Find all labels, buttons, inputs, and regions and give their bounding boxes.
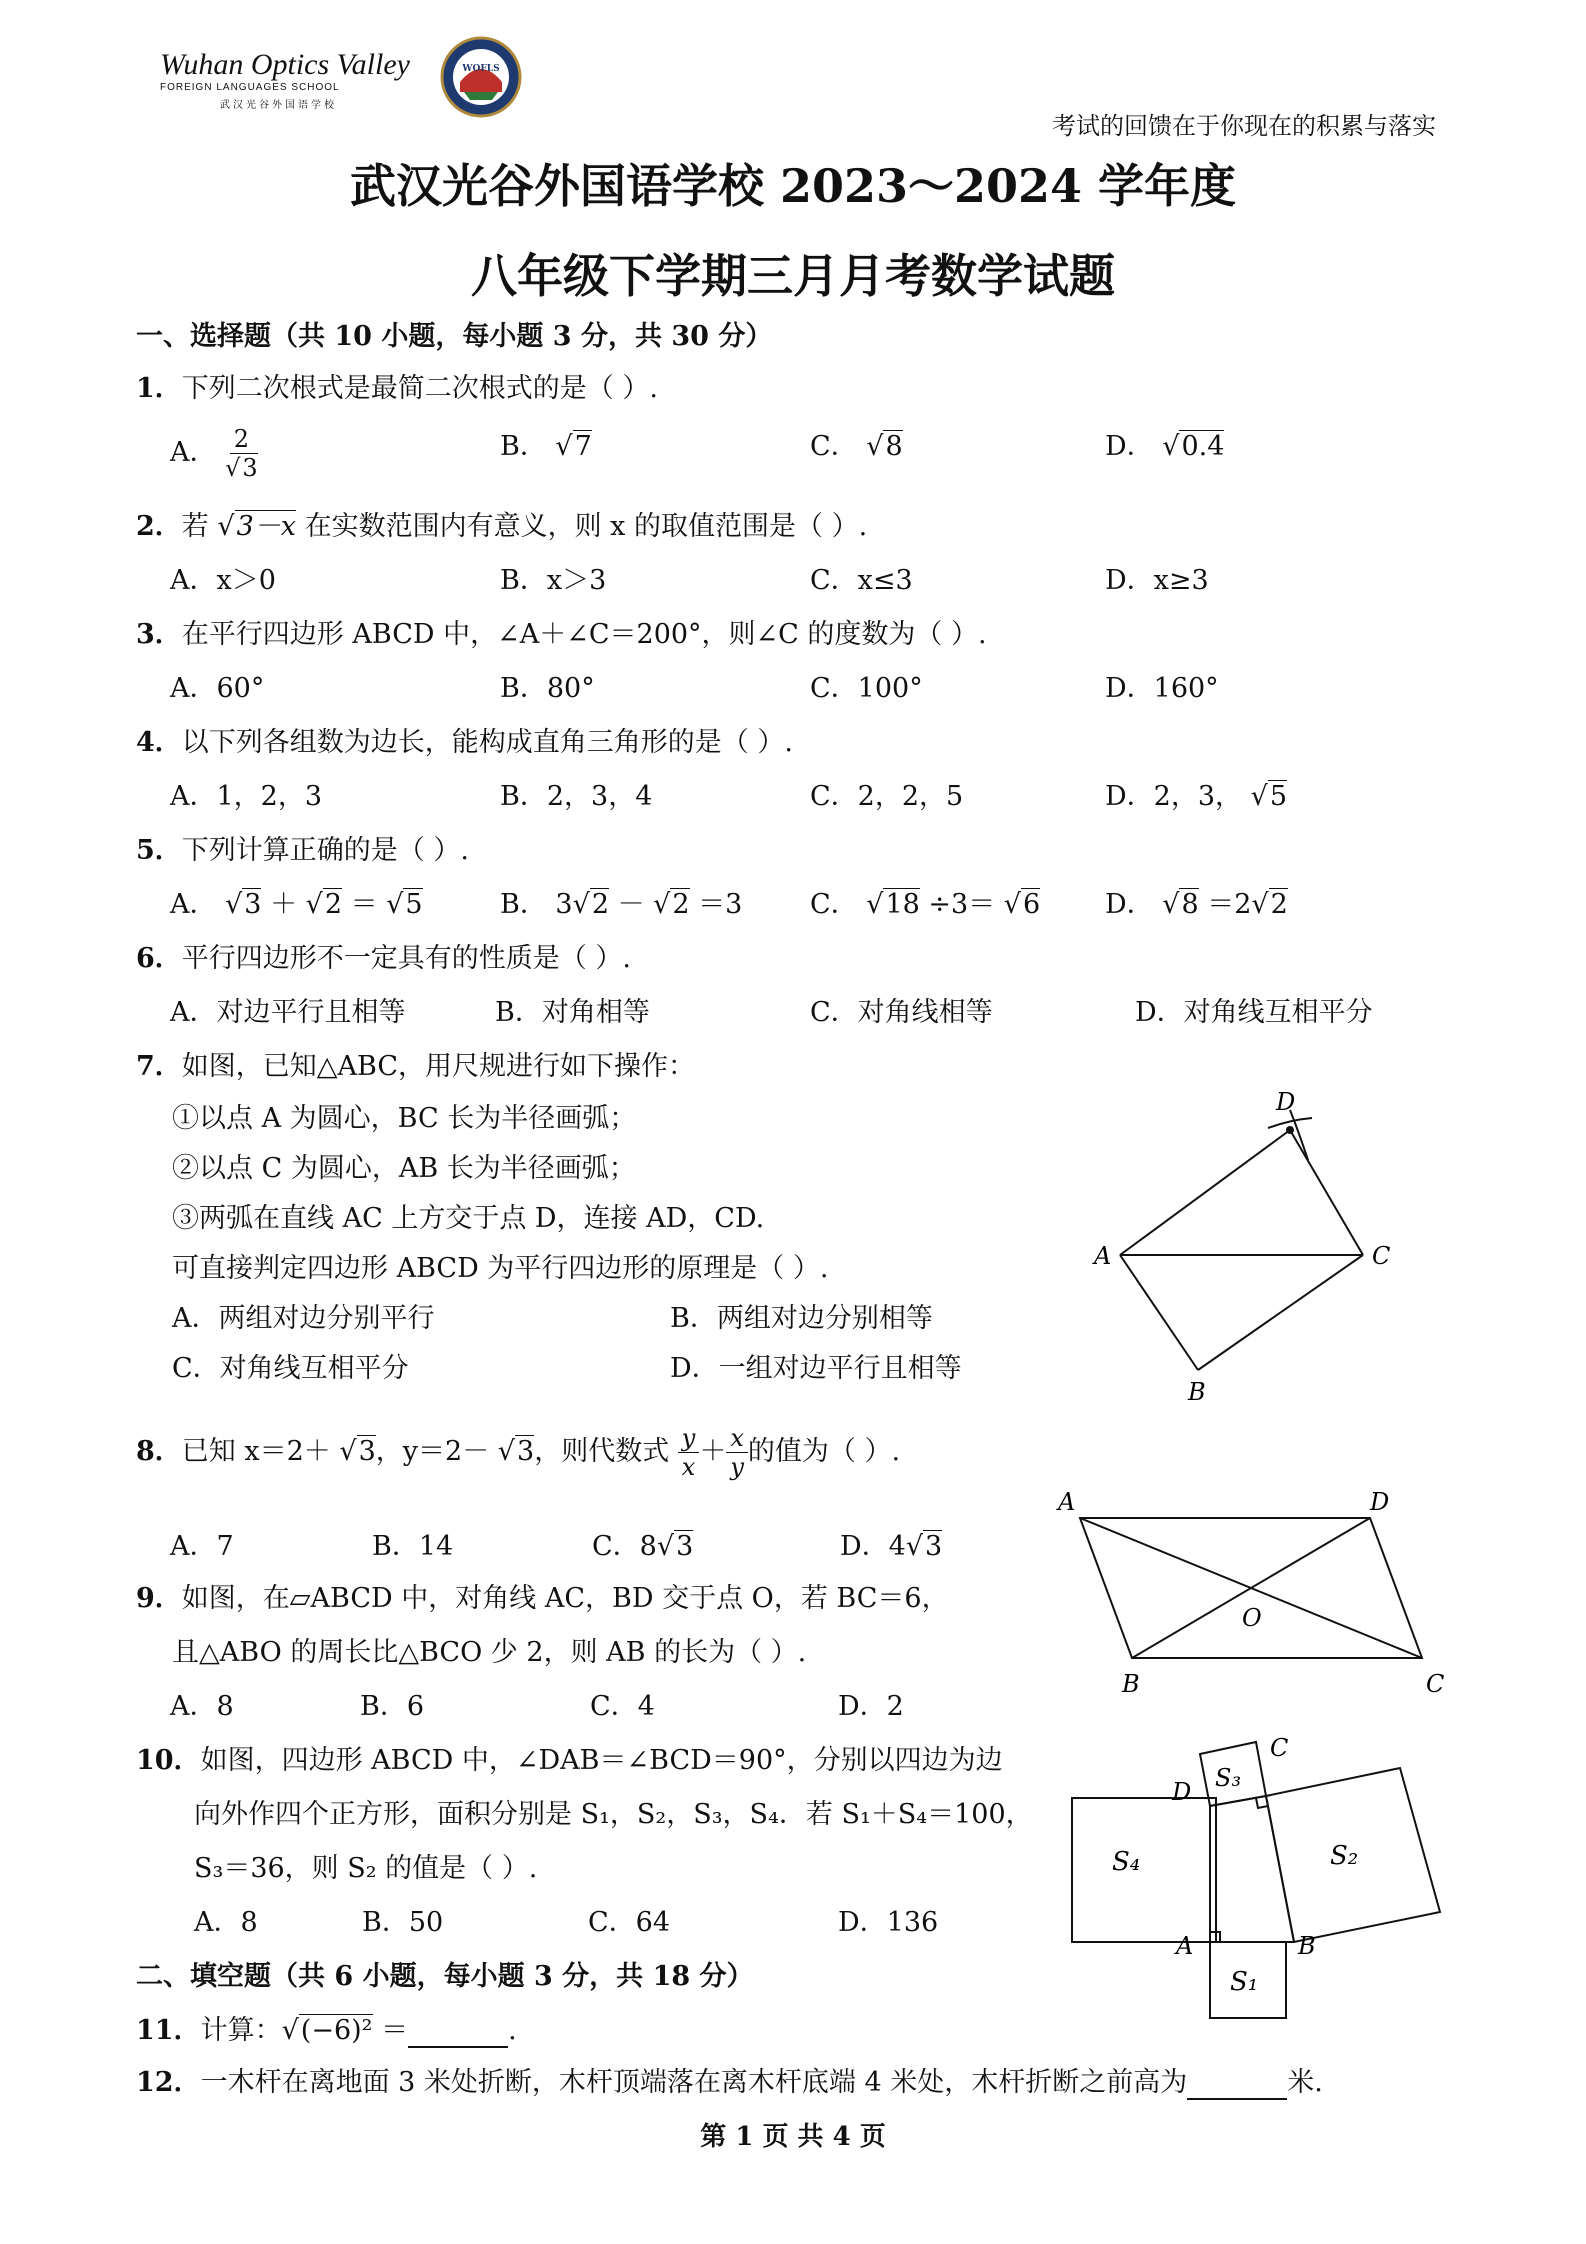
svg-text:A: A <box>1176 1932 1194 1960</box>
svg-text:S₄: S₄ <box>1112 1847 1141 1877</box>
option-1c: C． √8 <box>810 431 903 462</box>
question-3: 3．在平行四边形 ABCD 中，∠A＋∠C＝200°，则∠C 的度数为（ ）. <box>136 619 987 650</box>
question-number: 1． <box>136 373 182 404</box>
option-1b: B． √7 <box>500 431 592 462</box>
school-logo-subtitle-cn: 武汉光谷外国语学校 <box>220 100 337 111</box>
option-2a: A．x＞0 <box>170 565 276 596</box>
step-2: ②以点 C 为圆心，AB 长为半径画弧； <box>172 1153 636 1184</box>
question-2: 2．若 √3－x 在实数范围内有意义，则 x 的取值范围是（ ）. <box>136 511 868 542</box>
section-heading-2: 二、填空题（共 6 小题，每小题 3 分，共 18 分） <box>136 1961 754 1992</box>
exam-subtitle: 八年级下学期三月月考数学试题 <box>471 249 1115 303</box>
option-7b: B．两组对边分别相等 <box>670 1303 933 1334</box>
svg-text:S₂: S₂ <box>1330 1841 1359 1871</box>
question-9-line2: 且△ABO 的周长比△BCO 少 2，则 AB 的长为（ ）. <box>172 1637 807 1668</box>
question-10-line3: S₃＝36，则 S₂ 的值是（ ）. <box>194 1853 538 1884</box>
segment-dc <box>1290 1130 1363 1255</box>
question-1 <box>136 372 658 406</box>
step-1: ①以点 A 为圆心，BC 长为半径画弧； <box>172 1103 637 1134</box>
question-4: 4．以下列各组数为边长，能构成直角三角形的是（ ）. <box>136 727 793 758</box>
side-cb <box>1266 1796 1294 1942</box>
svg-text:C: C <box>1372 1242 1391 1270</box>
segment-bc <box>1198 1255 1363 1370</box>
option-7d: D．一组对边平行且相等 <box>670 1353 962 1384</box>
figure-q7 <box>1080 1090 1410 1410</box>
option-2d: D．x≥3 <box>1105 565 1209 596</box>
figure-q9 <box>1040 1480 1460 1710</box>
option-3b: B．80° <box>500 673 595 704</box>
option-5c: C． √18 ÷3＝ √6 <box>810 889 1041 920</box>
question-11: 11．计算：√(−6)² ＝ . <box>136 2015 517 2046</box>
option-4b: B．2，3，4 <box>500 781 653 812</box>
option-6c: C．对角线相等 <box>810 997 993 1028</box>
question-5: 5．下列计算正确的是（ ）. <box>136 835 469 866</box>
svg-text:B: B <box>1122 1670 1140 1698</box>
svg-text:C: C <box>1426 1670 1445 1698</box>
option-1d: D． √0.4 <box>1105 431 1225 462</box>
fraction: $\frac{2}{√3}$ <box>225 425 258 482</box>
option-9a: A．8 <box>170 1691 234 1722</box>
answer-blank[interactable] <box>408 2022 508 2048</box>
option-3c: C．100° <box>810 673 923 704</box>
answer-blank[interactable] <box>1187 2074 1287 2100</box>
question-10-line2: 向外作四个正方形，面积分别是 S₁，S₂，S₃，S₄．若 S₁＋S₄＝100， <box>194 1799 1033 1830</box>
option-9b: B．6 <box>360 1691 425 1722</box>
svg-text:C: C <box>1270 1734 1289 1762</box>
diagonal-bd <box>1132 1518 1370 1658</box>
option-4a: A．1，2，3 <box>170 781 323 812</box>
square-s4 <box>1072 1798 1216 1942</box>
svg-text:D: D <box>1172 1778 1192 1806</box>
option-7a: A．两组对边分别平行 <box>172 1303 435 1334</box>
question-9: 9．如图，在▱ABCD 中，对角线 AC，BD 交于点 O，若 BC＝6， <box>136 1583 949 1614</box>
page-footer: 第 1 页 共 4 页 <box>700 2122 886 2152</box>
option-9d: D．2 <box>838 1691 904 1722</box>
option-9c: C．4 <box>590 1691 655 1722</box>
question-12: 12．一木杆在离地面 3 米处折断，木杆顶端落在离木杆底端 4 米处，木杆折断之前高为 米. <box>136 2067 1323 2098</box>
option-6b: B．对角相等 <box>495 997 650 1028</box>
option-6d: D．对角线互相平分 <box>1135 997 1373 1028</box>
option-3a: A．60° <box>170 673 265 704</box>
figure-q10 <box>1060 1720 1460 2020</box>
section-heading: 一、选择题（共 10 小题，每小题 3 分，共 30 分） <box>136 321 773 352</box>
svg-text:D: D <box>1276 1090 1296 1116</box>
segment-ad <box>1120 1130 1290 1255</box>
option-8c: C．8√3 <box>592 1531 694 1562</box>
badge-text: WOFLS <box>462 64 500 74</box>
option-3d: D．160° <box>1105 673 1219 704</box>
svg-text:A: A <box>1058 1488 1076 1516</box>
school-logo-name: Wuhan Optics Valley <box>160 48 410 81</box>
svg-text:B: B <box>1298 1932 1316 1960</box>
fraction-x-over-y: $\frac{x}{y}$ <box>726 1424 748 1481</box>
option-8d: D．4√3 <box>840 1531 943 1562</box>
question-6: 6．平行四边形不一定具有的性质是（ ）. <box>136 943 631 974</box>
option-10d: D．136 <box>838 1907 939 1938</box>
option-2c: C．x≤3 <box>810 565 913 596</box>
svg-text:S₁: S₁ <box>1230 1967 1259 1997</box>
svg-text:S₃: S₃ <box>1215 1764 1242 1792</box>
option-5a: A． √3 ＋ √2 ＝ √5 <box>170 889 423 920</box>
step-4: 可直接判定四边形 ABCD 为平行四边形的原理是（ ）. <box>172 1253 829 1284</box>
option-10b: B．50 <box>362 1907 444 1938</box>
svg-text:B: B <box>1188 1378 1206 1406</box>
segment-ab <box>1120 1255 1198 1370</box>
option-5b: B． 3√2 － √2 ＝3 <box>500 889 743 920</box>
svg-text:O: O <box>1242 1604 1262 1632</box>
option-2b: B．x＞3 <box>500 565 607 596</box>
option-4c: C．2，2，5 <box>810 781 964 812</box>
option-8b: B．14 <box>372 1531 454 1562</box>
option-1a: A． $\frac{2}{√3}$ <box>170 425 258 482</box>
school-badge-icon <box>440 36 522 118</box>
question-8: 8．已知 x＝2＋ √3，y＝2－ √3，则代数式 $\frac{y}{x}$ ＋ $\frac{x}{y}$ 的值为（ ）. <box>136 1424 901 1481</box>
option-8a: A．7 <box>170 1531 234 1562</box>
option-6a: A．对边平行且相等 <box>170 997 406 1028</box>
fraction-y-over-x: $\frac{y}{x}$ <box>678 1424 700 1481</box>
school-logo-subtitle-en: FOREIGN LANGUAGES SCHOOL <box>160 82 340 93</box>
question-text: 下列二次根式是最简二次根式的是（ ）. <box>181 373 658 404</box>
option-5d: D． √8 ＝2√2 <box>1105 889 1288 920</box>
step-3: ③两弧在直线 AC 上方交于点 D，连接 AD，CD. <box>172 1203 765 1234</box>
svg-text:D: D <box>1370 1488 1390 1516</box>
option-10c: C．64 <box>588 1907 671 1938</box>
motto: 考试的回馈在于你现在的积累与落实 <box>1052 112 1436 140</box>
exam-title: 武汉光谷外国语学校 2023～2024 学年度 <box>349 159 1237 213</box>
option-7c: C．对角线互相平分 <box>172 1353 409 1384</box>
option-4d: D．2，3， √5 <box>1105 781 1287 812</box>
question-7: 7．如图，已知△ABC，用尺规进行如下操作： <box>136 1051 696 1082</box>
svg-text:A: A <box>1094 1242 1112 1270</box>
question-10: 10．如图，四边形 ABCD 中，∠DAB＝∠BCD＝90°，分别以四边为边 <box>136 1745 1003 1776</box>
option-10a: A．8 <box>194 1907 258 1938</box>
